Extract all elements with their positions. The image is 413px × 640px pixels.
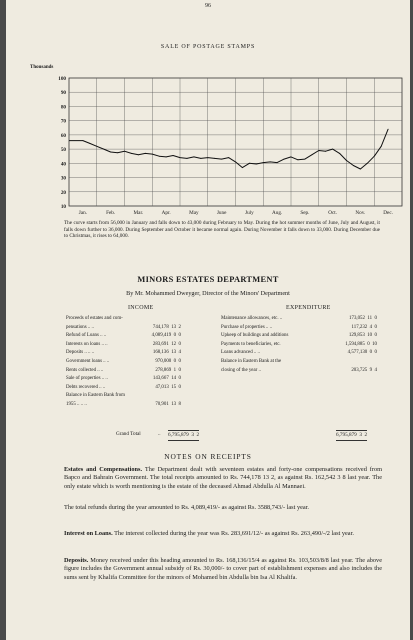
- data-point: [304, 159, 305, 160]
- paragraph-heading: Deposits.: [64, 557, 89, 564]
- expenditure-amount: 173,052 11 0: [349, 316, 377, 321]
- income-row: [66, 402, 196, 410]
- expenditure-label: Balance in Eastern Bank at the: [221, 359, 282, 364]
- income-amount: 283,691 12 0: [152, 341, 181, 347]
- paragraph-heading: Estates and Compensations.: [64, 466, 143, 473]
- income-total-label: Grand Total: [116, 431, 141, 437]
- x-tick-label: Jan.: [78, 210, 87, 216]
- x-tick-label: Nov.: [355, 210, 366, 216]
- income-header: INCOME: [128, 305, 154, 311]
- paragraph-estates: [64, 466, 382, 491]
- x-tick-label: Oct.: [328, 210, 338, 216]
- data-point: [270, 161, 271, 162]
- data-point: [284, 159, 285, 160]
- income-amount: 744,178 13 2: [152, 324, 181, 330]
- department-subtitle: By Mr. Mohammed Dweyger, Director of the Minors' Department: [126, 290, 290, 297]
- x-tick-label: May: [189, 210, 199, 216]
- y-tick-label: 100: [58, 76, 66, 82]
- income-row: [66, 376, 196, 384]
- income-label: Deposits .. .. ..: [66, 350, 95, 356]
- paragraph-text: The total refunds during the year amounted to Rs. 4,089,419/- as against Rs. 3588,743/- last year.: [64, 504, 310, 511]
- income-amount: 970,000 0 0: [155, 359, 181, 364]
- expenditure-amount: 117,232 4 0: [351, 324, 377, 330]
- expenditure-header: EXPENDITURE: [286, 305, 331, 311]
- income-label: pensations .. ..: [66, 324, 94, 330]
- data-point: [166, 156, 167, 157]
- expenditure-amount: 129,853 10 0: [348, 333, 377, 339]
- income-label: Proceeds of estates and com-: [66, 316, 123, 321]
- data-point: [249, 163, 250, 164]
- y-tick-label: 60: [60, 132, 66, 139]
- income-label: Rents collected .. ..: [66, 367, 104, 373]
- data-point: [96, 146, 97, 147]
- expenditure-row: [221, 368, 391, 376]
- y-tick-label: 70: [60, 118, 66, 125]
- data-point: [311, 154, 312, 155]
- paragraph-interest: [64, 530, 382, 538]
- data-point: [193, 156, 194, 157]
- data-point: [353, 165, 354, 166]
- expenditure-label: Purchase of properties .. ..: [221, 324, 273, 330]
- expenditure-row: [221, 342, 391, 350]
- income-amount: 70,901 13 8: [155, 402, 181, 407]
- income-total-dots: ..: [158, 431, 161, 437]
- x-tick-label: July: [245, 210, 254, 216]
- paragraph-text: Money received under this heading amounted to Rs. 168,136/15/4 as against Rs. 103,503/8/8 last year. The above figure includes the Government annual subsidy of Rs. 30,000/- to cover part of establishment expenses and also includes the sums sent by Khalifa Committee for the minors of Mohamed bin Abdulla bin Isa Al Khalifa.: [64, 557, 382, 581]
- x-tick-label: Sep.: [300, 210, 310, 216]
- income-label: Balance in Eastern Bank from: [66, 393, 125, 399]
- expenditure-label: closing of the year ..: [221, 367, 261, 373]
- notes-title: NOTES ON RECEIPTS: [164, 452, 252, 461]
- chart-caption: The curve starts from 56,000 in January and falls down to 43,000 during February to May. During the hot summer months of June, July and August, it falls down further to 36,000. During September and October it became normal again. During November it falls down to 33,000. During December due to Christmas, it rises to 64,000.: [64, 220, 380, 240]
- x-tick-label: Mar.: [133, 210, 144, 216]
- income-amount: 168,136 13 4: [152, 350, 181, 356]
- data-point: [360, 169, 361, 170]
- data-point: [159, 156, 160, 157]
- data-point: [346, 160, 347, 161]
- data-point: [207, 157, 208, 158]
- data-point: [297, 159, 298, 160]
- income-label: 1955 .. .. ..: [66, 402, 87, 407]
- paragraph-text: The Department dealt with seventeen estates and forty-one compensations received from Bapco and Bahrain Government. The total receipts amounted to Rs. 744,178 13 2, as against Rs. 162,542 3 8 last year. The only estate which is worth mentioning is the estate of the deceased Ahmad Abdulla Al Mannaei.: [64, 466, 383, 490]
- data-point: [89, 143, 90, 144]
- department-title: MINORS ESTATES DEPARTMENT: [137, 275, 279, 284]
- x-tick-label: Aug.: [272, 210, 283, 216]
- y-tick-label: 90: [60, 90, 66, 97]
- data-point: [228, 157, 229, 158]
- income-row: [66, 393, 196, 401]
- expenditure-label: Upkeep of buildings and additions: [221, 333, 289, 339]
- expenditure-total: 6,795,879 3 2: [336, 430, 367, 441]
- paragraph-text: The interest collected during the year was Rs. 283,691/12/- as against Rs. 263,490/-/2 last year.: [112, 530, 354, 537]
- data-point: [332, 149, 333, 150]
- postage-stamps-chart: [6, 0, 410, 230]
- data-point: [173, 155, 174, 156]
- expenditure-row: [221, 325, 391, 333]
- x-tick-label: Feb.: [106, 210, 116, 216]
- data-point: [180, 157, 181, 158]
- paragraph-refunds: [64, 504, 382, 512]
- data-point: [291, 156, 292, 157]
- income-label: Refund of Loans .. ..: [66, 333, 107, 339]
- data-point: [131, 153, 132, 154]
- data-point: [325, 151, 326, 152]
- data-point: [339, 153, 340, 154]
- data-point: [235, 161, 236, 162]
- income-row: [66, 325, 196, 333]
- income-row: [66, 350, 196, 358]
- income-total: 6,795,879 3 2: [168, 430, 199, 441]
- income-row: [66, 316, 196, 324]
- x-tick-label: Apr.: [161, 210, 171, 216]
- data-point: [367, 163, 368, 164]
- income-row: [66, 385, 196, 393]
- data-point: [110, 152, 111, 153]
- y-tick-label: 50: [60, 147, 66, 154]
- income-row: [66, 333, 196, 341]
- chart-title: SALE OF POSTAGE STAMPS: [160, 44, 256, 50]
- data-point: [374, 156, 375, 157]
- data-point: [152, 154, 153, 155]
- y-axis-label: Thousands: [30, 65, 54, 70]
- y-tick-label: 10: [60, 204, 66, 210]
- income-amount: 278,869 1 0: [155, 367, 181, 373]
- data-point: [186, 158, 187, 159]
- expenditure-amount: 203,725 9 4: [351, 367, 377, 373]
- expenditure-row: [221, 316, 391, 324]
- data-point: [124, 151, 125, 152]
- income-row: [66, 359, 196, 367]
- page-number: 96: [205, 3, 211, 9]
- income-amount: 143,667 14 0: [152, 376, 181, 382]
- data-point: [277, 162, 278, 163]
- income-label: Debts recovered .. ..: [66, 384, 106, 390]
- data-point: [381, 146, 382, 147]
- income-amount: 47,013 15 0: [155, 384, 181, 390]
- data-point: [214, 158, 215, 159]
- data-point: [145, 153, 146, 154]
- x-tick-label: June: [216, 210, 227, 216]
- income-label: Sale of properties .. ..: [66, 376, 108, 382]
- y-tick-label: 80: [60, 104, 66, 111]
- income-label: Interests on loans .. ..: [66, 341, 108, 347]
- document-page: [6, 0, 410, 640]
- data-point: [318, 150, 319, 151]
- expenditure-amount: 1,594,885 0 10: [345, 341, 377, 347]
- data-point: [200, 158, 201, 159]
- data-point: [256, 164, 257, 165]
- data-point: [221, 159, 222, 160]
- data-point: [138, 154, 139, 155]
- income-label: Government loans .. ..: [66, 359, 110, 364]
- data-point: [82, 140, 83, 141]
- data-point: [263, 162, 264, 163]
- y-tick-label: 40: [60, 161, 66, 168]
- income-amount: 4,089,419 0 0: [151, 333, 181, 339]
- x-tick-label: Dec.: [383, 210, 393, 216]
- expenditure-label: Loans advanced .. ..: [221, 350, 260, 356]
- paragraph-deposits: [64, 557, 382, 582]
- data-point: [388, 129, 389, 130]
- income-row: [66, 342, 196, 350]
- y-tick-label: 30: [60, 175, 66, 182]
- expenditure-row: [221, 333, 391, 341]
- expenditure-row: [221, 350, 391, 358]
- data-point: [242, 167, 243, 168]
- data-point: [103, 149, 104, 150]
- y-tick-label: 20: [60, 189, 66, 196]
- income-row: [66, 368, 196, 376]
- expenditure-label: Payments to beneficiaries, etc.: [221, 341, 281, 347]
- expenditure-row: [221, 359, 391, 367]
- data-point: [117, 152, 118, 153]
- expenditure-amount: 4,577,130 0 0: [347, 350, 377, 356]
- expenditure-label: Maintenance allowances, etc. ..: [221, 316, 283, 321]
- paragraph-heading: Interest on Loans.: [64, 530, 113, 537]
